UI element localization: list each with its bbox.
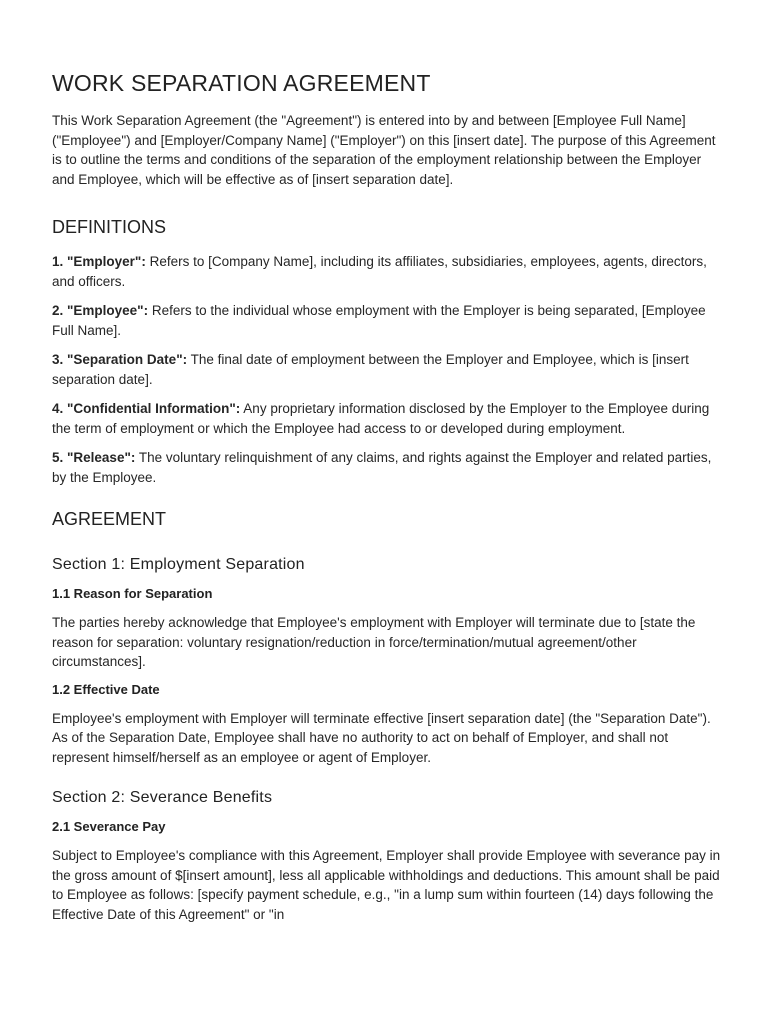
- subsection-1-2-text: Employee's employment with Employer will terminate effective [insert separation date] (the "Separation Date"). As of the Separation Date, Employee shall have no authority to act on behalf of Employer, and shall not represent himself/herself as an employee or agent of Employer.: [52, 710, 711, 765]
- definition-term: 3. "Separation Date":: [52, 352, 188, 367]
- document-page: [52, 70, 722, 934]
- document-title: WORK SEPARATION AGREEMENT: [52, 70, 431, 96]
- definition-text: The final date of employment between the Employer and Employee, which is [insert separation date].: [52, 352, 689, 387]
- definition-item: [52, 301, 722, 340]
- subsection-2-1-heading: 2.1 Severance Pay: [52, 819, 166, 834]
- definition-text: Refers to [Company Name], including its affiliates, subsidiaries, employees, agents, directors, and officers.: [52, 254, 707, 289]
- definition-term: 5. "Release":: [52, 450, 136, 465]
- definition-item: [52, 350, 722, 389]
- definition-term: 4. "Confidential Information":: [52, 401, 241, 416]
- subsection-1-1-heading: 1.1 Reason for Separation: [52, 586, 213, 601]
- section-1-heading: Section 1: Employment Separation: [52, 556, 305, 573]
- section-2-heading: Section 2: Severance Benefits: [52, 789, 273, 806]
- definition-term: 2. "Employee":: [52, 303, 149, 318]
- definition-item: [52, 448, 722, 487]
- definition-item: [52, 399, 722, 438]
- definition-text: The voluntary relinquishment of any claims, and rights against the Employer and related parties, by the Employee.: [52, 450, 712, 485]
- agreement-heading: AGREEMENT: [52, 509, 167, 529]
- intro-paragraph: This Work Separation Agreement (the "Agreement") is entered into by and between [Employee Full Name] ("Employee") and [Employer/Company Name] ("Employer") on this [insert date]. The purpose of this Agreement is to outline the terms and conditions of the separation of the employment relationship between the Employer and Employee, which will be effective as of [insert separation date].: [52, 113, 716, 187]
- definition-term: 1. "Employer":: [52, 254, 146, 269]
- definition-text: Any proprietary information disclosed by the Employer to the Employee during the term of employment or which the Employee had access to or developed during employment.: [52, 401, 710, 436]
- subsection-1-1-text: The parties hereby acknowledge that Employee's employment with Employer will terminate due to [state the reason for separation: voluntary resignation/reduction in force/termination/mutual agreement/other circumstances].: [52, 615, 696, 669]
- definitions-heading: DEFINITIONS: [52, 217, 167, 237]
- definition-text: Refers to the individual whose employment with the Employer is being separated, [Employee Full Name].: [52, 303, 706, 338]
- subsection-1-2-heading: 1.2 Effective Date: [52, 681, 160, 697]
- definition-item: [52, 252, 722, 291]
- subsection-2-1-text: Subject to Employee's compliance with this Agreement, Employer shall provide Employee with severance pay in the gross amount of $[insert amount], less all applicable withholdings and deductions. This amount shall be paid to Employee as follows: [specify payment schedule, e.g., "in a lump sum within fourteen (14) days following the Effective Date of this Agreement" or "in: [52, 848, 721, 922]
